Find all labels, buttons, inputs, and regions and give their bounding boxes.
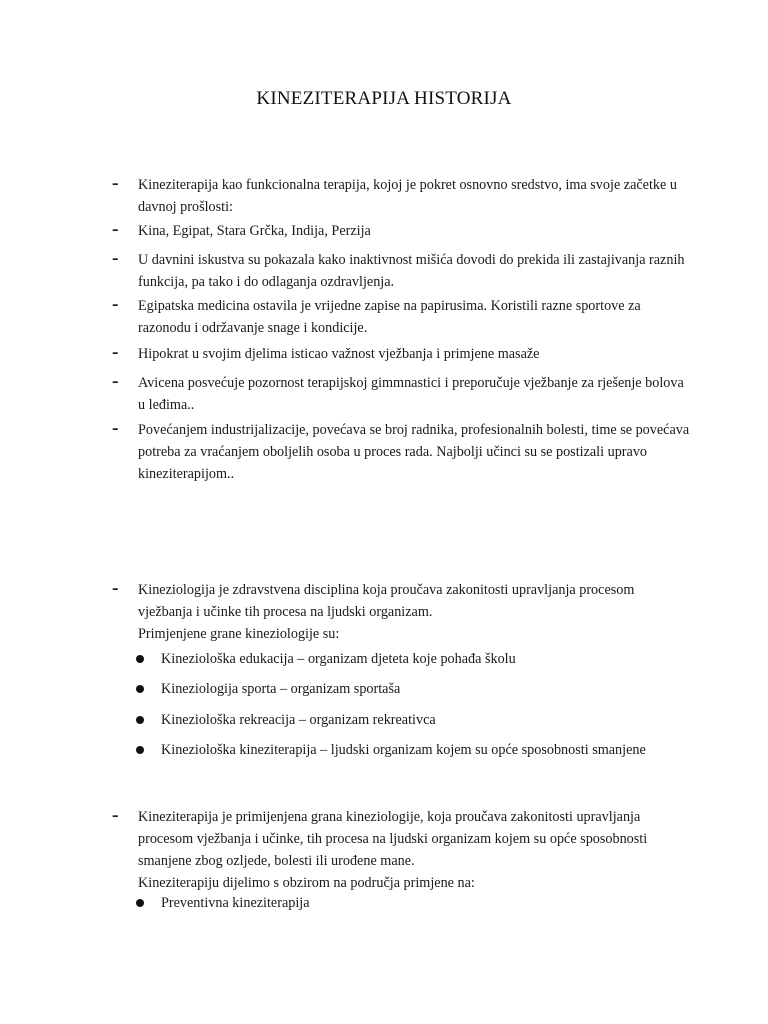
bullet-item — [136, 678, 656, 700]
list-item-text: Egipatska medicina ostavila je vrijedne zapise na papirusima. Koristili razne sportove za razonodu i održavanje snage i kondicije. — [138, 298, 641, 336]
definition-subtitle: Kineziterapiju dijelimo s obzirom na područja primjene na: — [138, 875, 475, 891]
list-item — [112, 295, 692, 339]
list-item — [112, 372, 692, 416]
bullet-dot-icon — [136, 746, 144, 754]
dash-marker: – — [112, 375, 119, 390]
page-title: KINEZITERAPIJA HISTORIJA — [256, 88, 512, 109]
dash-marker: – — [112, 346, 119, 361]
list-item-text: Hipokrat u svojim djelima isticao važnost vježbanja i primjene masaže — [138, 346, 540, 362]
definition-subtitle: Primjenjene grane kineziologije su: — [138, 626, 340, 642]
bullet-dot-icon — [136, 899, 144, 907]
bullet-dot-icon — [136, 716, 144, 724]
list-item-text: Kineziterapija kao funkcionalna terapija, kojoj je pokret osnovno sredstvo, ima svoje začetke u davnoj prošlosti: — [138, 177, 677, 215]
kineziologija-definition — [112, 579, 692, 645]
bullet-item — [136, 648, 656, 670]
bullet-dot-icon — [136, 685, 144, 693]
list-item-text: Povećanjem industrijalizacije, povećava se broj radnika, profesionalnih bolesti, time se povećava potreba za vraćanjem oboljelih osoba u proces rada. Najbolji učinci su se postizali upravo kineziterapijom.. — [138, 422, 690, 482]
list-item — [112, 174, 692, 218]
dash-marker: – — [112, 177, 119, 192]
list-item-text: Kina, Egipat, Stara Grčka, Indija, Perzija — [138, 223, 371, 239]
bullet-text: Kineziologija sporta – organizam sportaša — [161, 681, 401, 697]
list-item-text: U davnini iskustva su pokazala kako inaktivnost mišića dovodi do prekida ili zastajivanja raznih funkcija, pa tako i do odlaganja ozdravljenja. — [138, 252, 685, 290]
list-item — [112, 419, 692, 485]
bullet-text: Kineziološka edukacija – organizam djeteta koje pohađa školu — [161, 651, 516, 667]
definition-text: Kineziologija je zdravstvena disciplina koja proučava zakonitosti upravljanja procesom vježbanja i učinke tih procesa na ljudski organizam. — [138, 582, 635, 620]
bullet-text: Kineziološka rekreacija – organizam rekreativca — [161, 712, 436, 728]
dash-marker: – — [112, 809, 119, 824]
dash-marker: – — [112, 298, 119, 313]
dash-marker: – — [112, 223, 119, 238]
list-item — [112, 220, 692, 242]
definition-text: Kineziterapija je primijenjena grana kineziologije, koja proučava zakonitosti upravljanja procesom vježbanja i učinke, tih procesa na ljudski organizam kojem su opće sposobnosti smanjene zbog ozljede, bolesti ili urođene mane. — [138, 809, 648, 869]
dash-marker: – — [112, 252, 119, 267]
bullet-item — [136, 739, 656, 761]
bullet-text: Preventivna kineziterapija — [161, 895, 310, 911]
list-item — [112, 343, 692, 365]
list-item — [112, 249, 692, 293]
bullet-text: Kineziološka kineziterapija – ljudski organizam kojem su opće sposobnosti smanjene — [161, 742, 646, 758]
dash-marker: – — [112, 422, 119, 437]
list-item-text: Avicena posvećuje pozornost terapijskoj gimmnastici i preporučuje vježbanje za rješenje bolova u leđima.. — [138, 375, 684, 413]
bullet-item — [136, 892, 656, 914]
bullet-dot-icon — [136, 655, 144, 663]
kineziterapija-definition — [112, 806, 692, 894]
bullet-item — [136, 709, 656, 731]
dash-marker: – — [112, 582, 119, 597]
